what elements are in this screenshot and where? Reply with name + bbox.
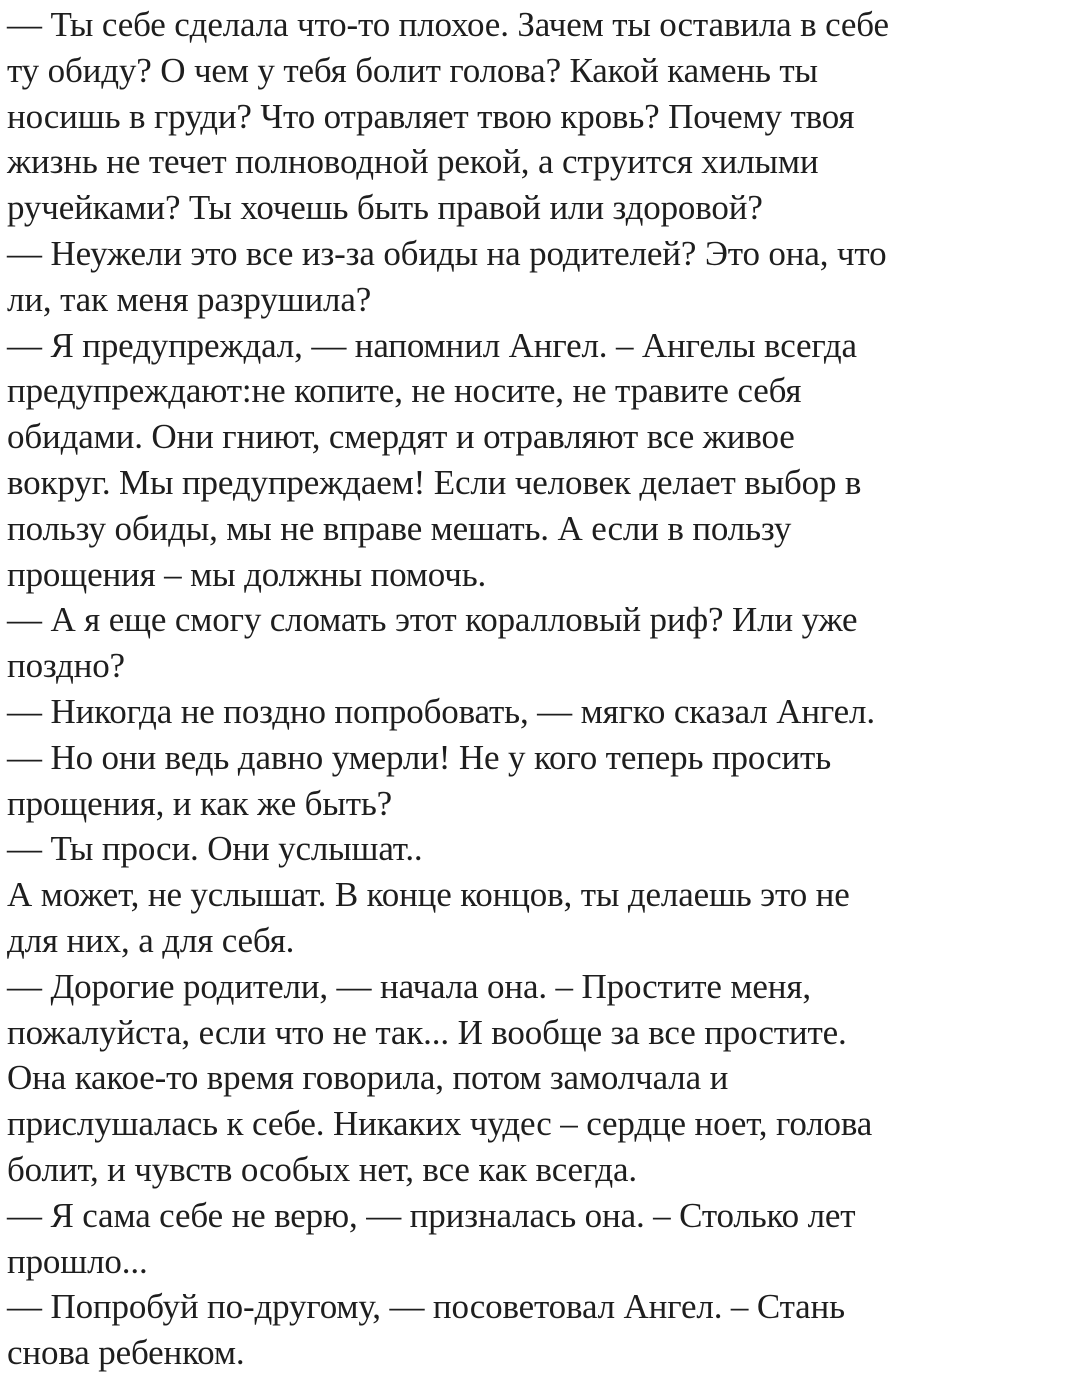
text-line: — Я сама себе не верю, — призналась она. – Столько лет <box>7 1195 856 1235</box>
text-line: — Я предупреждал, — напомнил Ангел. – Ангелы всегда <box>7 325 857 365</box>
text-line: Она какое-то время говорила, потом замолчала и <box>7 1058 729 1098</box>
text-line: — Ты себе сделала что-то плохое. Зачем ты оставила в себе <box>7 5 889 44</box>
text-line: — Попробуй по-другому, — посоветовал Ангел. – Стань <box>7 1287 845 1327</box>
text-line: — А я еще смогу сломать этот коралловый риф? Или уже <box>7 600 858 640</box>
text-line: носишь в груди? Что отравляет твою кровь? Почему твоя <box>7 96 855 136</box>
text-line: — Ты проси. Они услышат.. <box>7 829 423 869</box>
text-line: прощения, и как же быть? <box>7 783 393 823</box>
text-line: ли, так меня разрушила? <box>7 279 372 319</box>
text-line: — Дорогие родители, — начала она. – Простите меня, <box>7 966 811 1006</box>
text-line: прощения – мы должны помочь. <box>7 554 487 594</box>
text-line: ручейками? Ты хочешь быть правой или здоровой? <box>7 188 763 228</box>
text-line: — Неужели это все из-за обиды на родителей? Это она, что <box>7 233 887 273</box>
text-line: жизнь не течет полноводной рекой, а струится хилыми <box>7 142 819 182</box>
text-page <box>7 2 1073 1373</box>
text-line: болит, и чувств особых нет, все как всегда. <box>7 1149 638 1189</box>
text-line: снова ребенком. <box>7 1333 245 1373</box>
text-line: обидами. Они гниют, смердят и отравляют все живое <box>7 417 795 457</box>
text-line: А может, не услышат. В конце концов, ты делаешь это не <box>7 875 850 915</box>
text-line: прошло... <box>7 1241 148 1281</box>
text-line: ту обиду? О чем у тебя болит голова? Какой камень ты <box>7 50 818 90</box>
text-line: — Но они ведь давно умерли! Не у кого теперь просить <box>7 737 832 777</box>
text-line: пожалуйста, если что не так... И вообще за все простите. <box>7 1012 847 1052</box>
text-line: — Никогда не поздно попробовать, — мягко сказал Ангел. <box>7 691 875 731</box>
text-line: для них, а для себя. <box>7 920 295 960</box>
text-line: прислушалась к себе. Никаких чудес – сердце ноет, голова <box>7 1104 873 1144</box>
text-line: предупреждают:не копите, не носите, не травите себя <box>7 371 802 411</box>
text-line: вокруг. Мы предупреждаем! Если человек делает выбор в <box>7 462 862 502</box>
text-line: поздно? <box>7 646 125 686</box>
text-line: пользу обиды, мы не вправе мешать. А если в пользу <box>7 508 792 548</box>
